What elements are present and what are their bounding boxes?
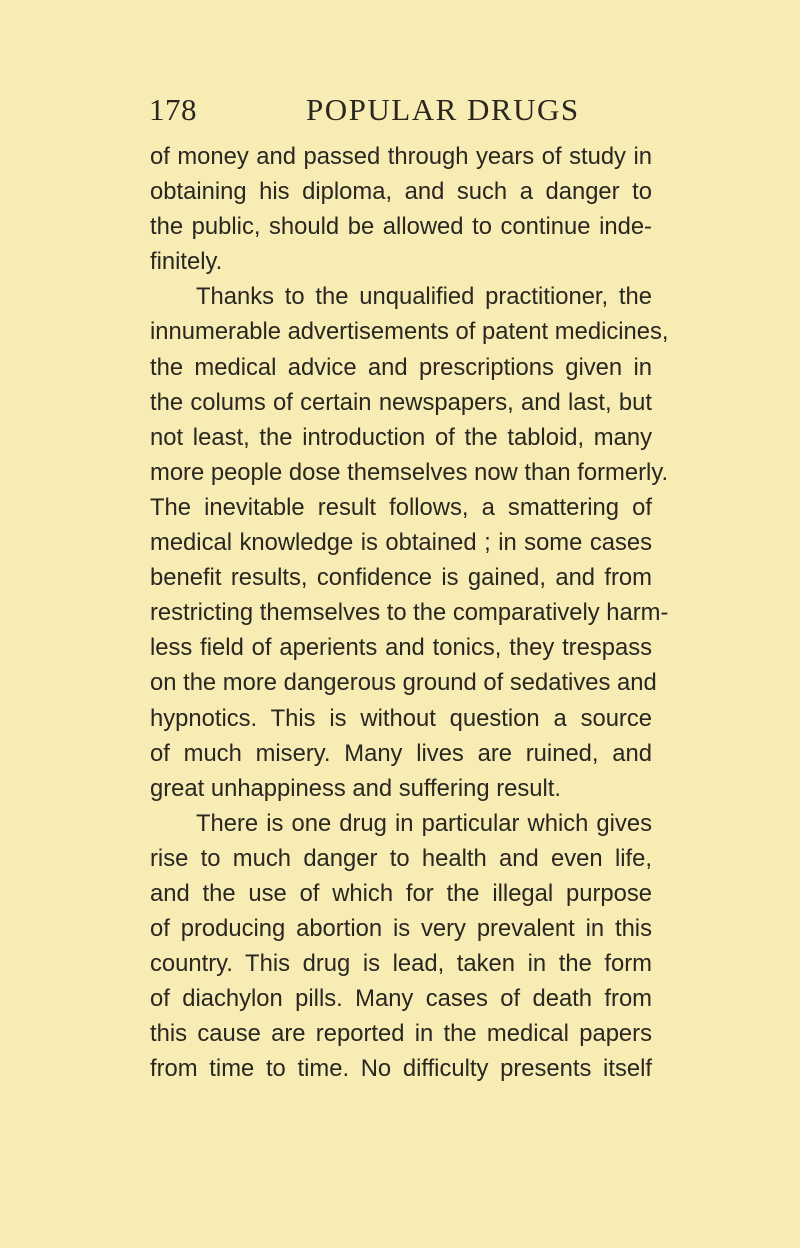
text-line: on the more dangerous ground of sedatives and (150, 669, 657, 697)
running-head: POPULAR DRUGS (306, 92, 580, 127)
text-line: the public, should be allowed to continue inde- (150, 213, 652, 241)
text-line: restricting themselves to the comparatively harm- (150, 599, 669, 627)
text-line: less field of aperients and tonics, they trespass (150, 634, 652, 662)
text-line: the colums of certain newspapers, and last, but (150, 388, 652, 416)
text-line: of much misery. Many lives are ruined, and (150, 739, 652, 767)
text-line: hypnotics. This is without question a source (150, 704, 652, 732)
text-line: medical knowledge is obtained ; in some cases (150, 529, 652, 557)
text-line: obtaining his diploma, and such a danger to (150, 178, 652, 206)
text-line: and the use of which for the illegal purpose (150, 879, 652, 907)
text-line: of money and passed through years of study in (150, 143, 652, 170)
text-line: country. This drug is lead, taken in the form (150, 950, 652, 978)
body-text (150, 139, 669, 1087)
text-line: There is one drug in particular which gives (196, 809, 652, 837)
text-line: this cause are reported in the medical papers (150, 1020, 652, 1048)
text-line: more people dose themselves now than formerly. (150, 458, 669, 486)
text-line: not least, the introduction of the tabloid, many (150, 423, 652, 451)
text-line: of producing abortion is very prevalent in this (150, 915, 652, 943)
text-line: of diachylon pills. Many cases of death from (150, 985, 652, 1013)
text-line: finitely. (150, 248, 223, 276)
text-line: rise to much danger to health and even life, (150, 844, 652, 872)
text-line: from time to time. No difficulty presents itself (150, 1055, 652, 1083)
page-header (0, 92, 800, 136)
text-line: Thanks to the unqualified practitioner, the (196, 283, 652, 311)
text-line: the medical advice and prescriptions given in (150, 353, 652, 381)
text-line: The inevitable result follows, a smattering of (150, 493, 652, 521)
text-line: innumerable advertisements of patent medicines, (150, 318, 669, 346)
page-number: 178 (149, 92, 197, 127)
text-line: great unhappiness and suffering result. (150, 774, 561, 802)
text-line: benefit results, confidence is gained, and from (150, 564, 652, 592)
